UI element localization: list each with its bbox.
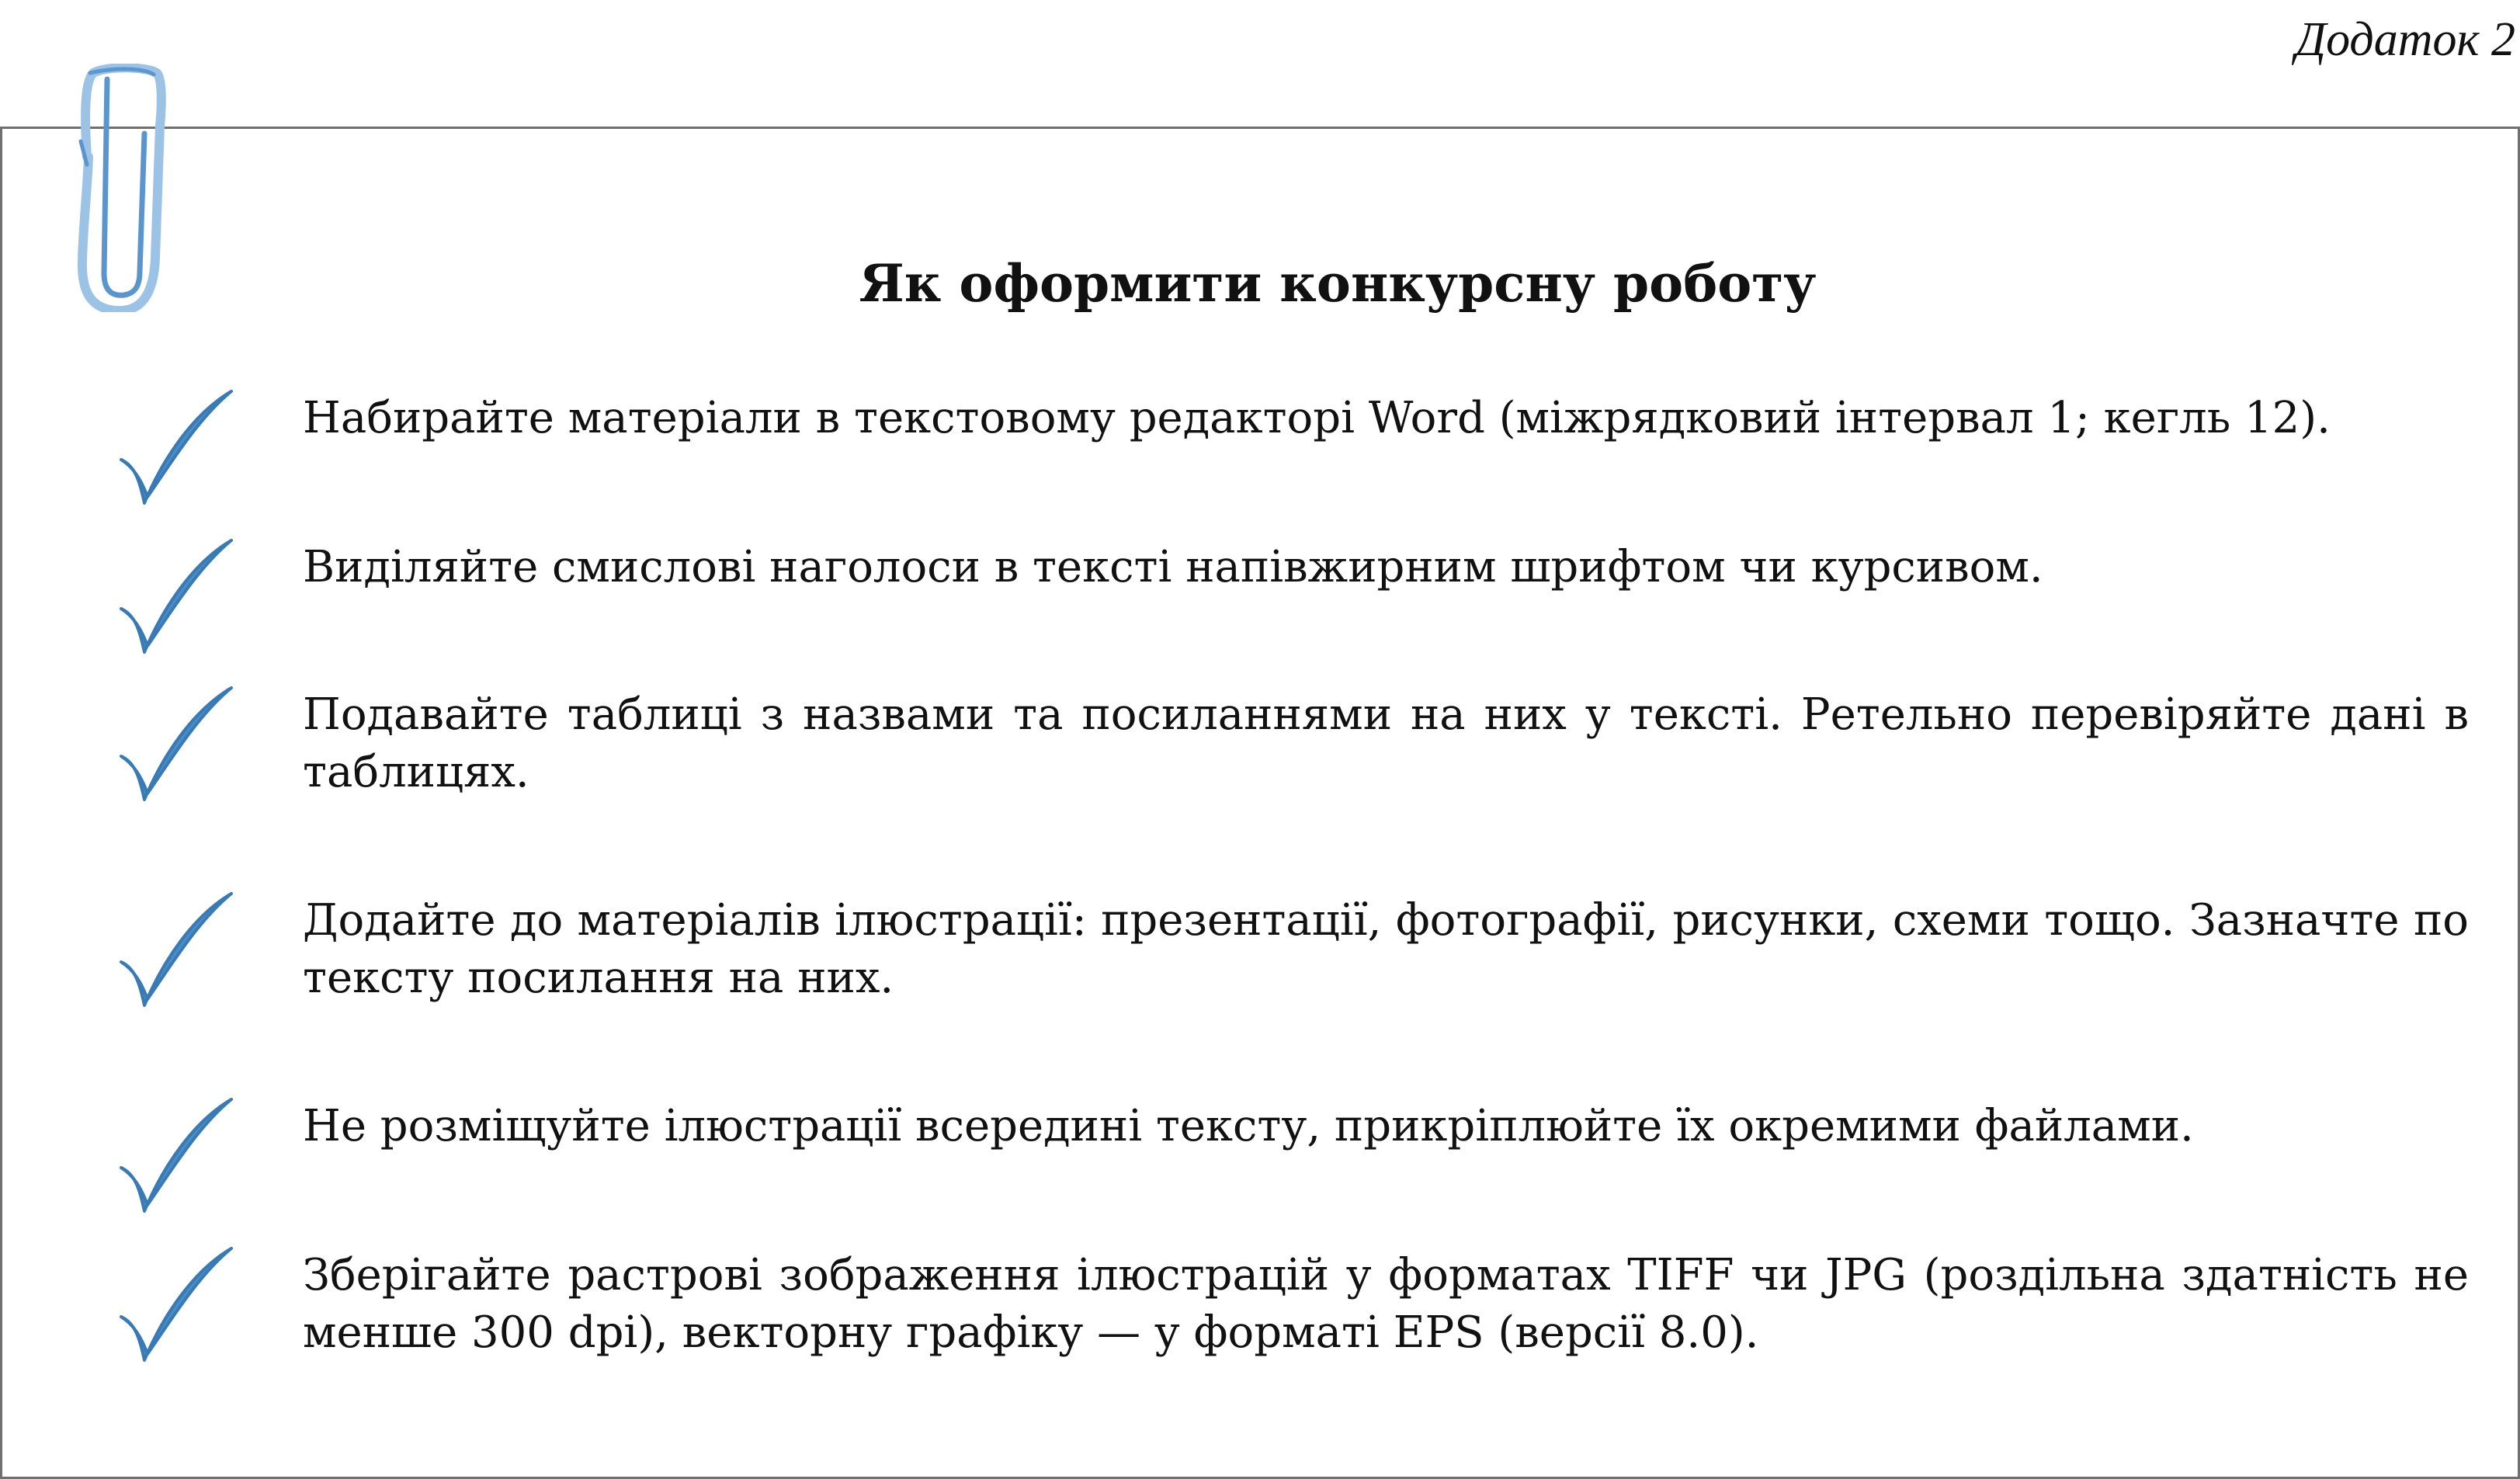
rule-text: Виділяйте смислові наголоси в тексті напівжирним шрифтом чи курсивом.	[303, 542, 2043, 592]
rule-text: Подавайте таблиці з назвами та посиланнями на них у тексті. Ретельно перевіряйте дані в таблицях.	[303, 689, 2469, 797]
checkmark-icon	[116, 537, 241, 654]
appendix-label: Додаток 2	[2295, 13, 2515, 66]
page-title: Як оформити конкурсну роботу	[859, 253, 1817, 314]
checkmark-icon	[116, 388, 241, 505]
checkmark-icon	[116, 685, 241, 801]
rule-text: Додайте до матеріалів ілюстрації: презентації, фотографії, рисунки, схеми тощо. Зазначте по тексту посилання на них.	[303, 895, 2469, 1003]
rule-text: Не розміщуйте ілюстрації всередині тексту, прикріплюйте їх окремими файлами.	[303, 1101, 2194, 1151]
rule-text: Зберігайте растрові зображення ілюстрацій у форматах TIFF чи JPG (роздільна здатність не менше 300 dpi), векторну графіку — у форматі EPS (версії 8.0).	[303, 1250, 2469, 1358]
checkmark-icon	[116, 891, 241, 1007]
checkmark-icon	[116, 1096, 241, 1213]
rule-text: Набирайте матеріали в текстовому редакторі Word (міжрядковий інтервал 1; кегль 12).	[303, 393, 2331, 443]
checkmark-icon	[116, 1245, 241, 1362]
